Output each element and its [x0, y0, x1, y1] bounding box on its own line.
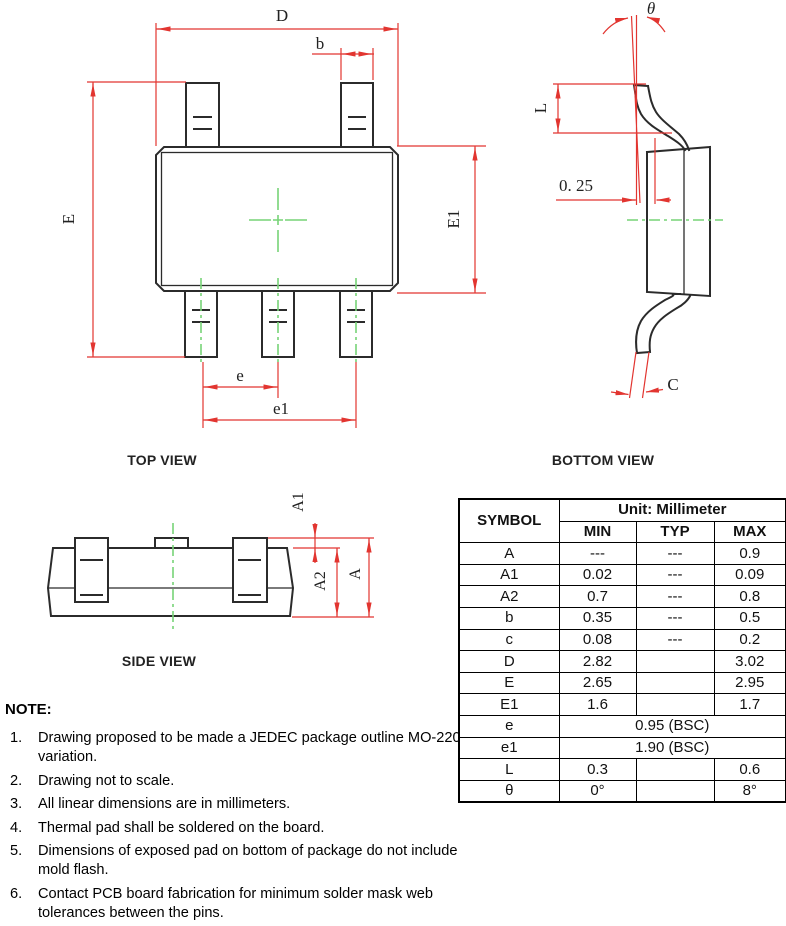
max-cell: 2.95	[714, 672, 786, 694]
symbol-cell: L	[459, 759, 559, 781]
theta-arc	[647, 17, 665, 32]
note-item	[5, 729, 493, 767]
min-cell: 0.02	[559, 564, 636, 586]
notes-section	[5, 701, 465, 926]
table-row-E	[459, 672, 786, 694]
note-number: 3.	[10, 796, 23, 812]
max-header-cell: MAX	[714, 521, 786, 543]
table-row-theta	[459, 780, 786, 802]
top-view-drawing	[59, 6, 486, 428]
lead-bottom	[636, 294, 690, 353]
side-pin-right	[233, 538, 267, 602]
bottom-view-drawing	[531, 0, 723, 398]
dim-label-e1: e1	[272, 399, 290, 418]
note-text: Drawing proposed to be made a JEDEC package outline MO-220 variation.	[38, 730, 461, 765]
note-text: Drawing not to scale.	[38, 772, 175, 789]
table-row-e	[459, 715, 786, 737]
note-text: Dimensions of exposed pad on bottom of package do not include mold flash.	[38, 843, 458, 878]
min-cell: 2.65	[559, 672, 636, 694]
arrowhead	[646, 390, 663, 393]
notes-title: NOTE:	[5, 701, 52, 718]
dim-label-A1: A1	[290, 492, 307, 512]
note-number: 2.	[10, 772, 23, 789]
min-cell: 0.7	[559, 586, 636, 608]
unit-header-cell: Unit: Millimeter	[559, 499, 786, 521]
typ-cell	[636, 651, 714, 673]
note-text: Contact PCB board fabrication for minimum solder mask web tolerances between the pins.	[38, 885, 434, 921]
dim-label-025: 0. 25	[559, 176, 593, 195]
dim-label-E: E	[59, 213, 78, 225]
span-cell: 1.90 (BSC)	[559, 737, 786, 759]
side-top-bump	[155, 538, 188, 548]
pin-top-right	[341, 83, 373, 147]
dimension-table	[458, 498, 786, 803]
min-cell: 1.6	[559, 694, 636, 716]
max-cell: 1.7	[714, 694, 786, 716]
note-text: All linear dimensions are in millimeters.	[38, 796, 291, 812]
min-header-cell: MIN	[559, 521, 636, 543]
dim-label-A: A	[347, 568, 364, 580]
table-row-A	[459, 543, 786, 565]
symbol-cell: c	[459, 629, 559, 651]
symbol-cell: A2	[459, 586, 559, 608]
dim-label-b: b	[315, 34, 325, 53]
theta-arc	[603, 18, 628, 34]
dim-label-E1: E1	[444, 209, 463, 229]
bottom-view-title: BOTTOM VIEW	[551, 452, 655, 468]
table-row-c	[459, 629, 786, 651]
table-row-e1	[459, 737, 786, 759]
min-cell: 2.82	[559, 651, 636, 673]
max-cell: 0.5	[714, 607, 786, 629]
package-side-body	[647, 147, 710, 296]
symbol-cell: E	[459, 672, 559, 694]
span-cell: 0.95 (BSC)	[559, 715, 786, 737]
symbol-cell: e	[459, 715, 559, 737]
max-cell: 8°	[714, 780, 786, 802]
symbol-cell: E1	[459, 694, 559, 716]
max-cell: 0.6	[714, 759, 786, 781]
table-row-A1	[459, 564, 786, 586]
note-number: 1.	[10, 730, 23, 746]
typ-cell: ---	[636, 586, 714, 608]
note-number: 4.	[10, 819, 23, 836]
note-item	[5, 795, 493, 814]
typ-cell	[636, 672, 714, 694]
bottom-view-dimension-lines	[553, 15, 672, 398]
typ-cell: ---	[636, 607, 714, 629]
note-item	[5, 885, 493, 923]
top-view-title: TOP VIEW	[127, 452, 197, 468]
symbol-cell: e1	[459, 737, 559, 759]
max-cell: 3.02	[714, 651, 786, 673]
note-number: 5.	[10, 843, 23, 859]
typ-cell: ---	[636, 543, 714, 565]
min-cell: 0.35	[559, 607, 636, 629]
typ-cell: ---	[636, 629, 714, 651]
dim-label-L: L	[531, 102, 550, 114]
min-cell: 0.08	[559, 629, 636, 651]
symbol-cell: b	[459, 607, 559, 629]
side-view-title: SIDE VIEW	[121, 653, 197, 669]
max-cell: 0.8	[714, 586, 786, 608]
table-header-row	[459, 499, 786, 521]
side-view-drawing	[48, 492, 374, 632]
arrowhead	[611, 392, 629, 395]
note-item	[5, 772, 493, 791]
min-cell: ---	[559, 543, 636, 565]
symbol-cell: A	[459, 543, 559, 565]
table-row-L	[459, 759, 786, 781]
typ-cell	[636, 694, 714, 716]
table-row-D	[459, 651, 786, 673]
typ-cell: ---	[636, 564, 714, 586]
table-row-b	[459, 607, 786, 629]
dim-label-A2: A2	[312, 571, 329, 591]
package-body-outline	[156, 147, 398, 291]
min-cell: 0.3	[559, 759, 636, 781]
note-text: Thermal pad shall be soldered on the board.	[38, 819, 325, 836]
table-row-A2	[459, 586, 786, 608]
dim-label-C: C	[667, 375, 679, 394]
typ-cell	[636, 780, 714, 802]
dim-label-theta: θ	[646, 0, 656, 18]
lead-top	[634, 85, 689, 150]
note-item	[5, 819, 493, 838]
side-pin-left	[75, 538, 108, 602]
dim-label-D: D	[275, 6, 289, 25]
symbol-header-cell: SYMBOL	[459, 499, 559, 543]
symbol-cell: D	[459, 651, 559, 673]
note-item	[5, 842, 493, 880]
note-number: 6.	[10, 885, 23, 902]
notes-list	[5, 729, 465, 923]
min-cell: 0°	[559, 780, 636, 802]
typ-cell	[636, 759, 714, 781]
max-cell: 0.9	[714, 543, 786, 565]
max-cell: 0.09	[714, 564, 786, 586]
table-row-E1	[459, 694, 786, 716]
symbol-cell: A1	[459, 564, 559, 586]
symbol-cell: θ	[459, 780, 559, 802]
typ-header-cell: TYP	[636, 521, 714, 543]
dim-label-e: e	[236, 366, 244, 385]
max-cell: 0.2	[714, 629, 786, 651]
pin-top-left	[186, 83, 219, 147]
